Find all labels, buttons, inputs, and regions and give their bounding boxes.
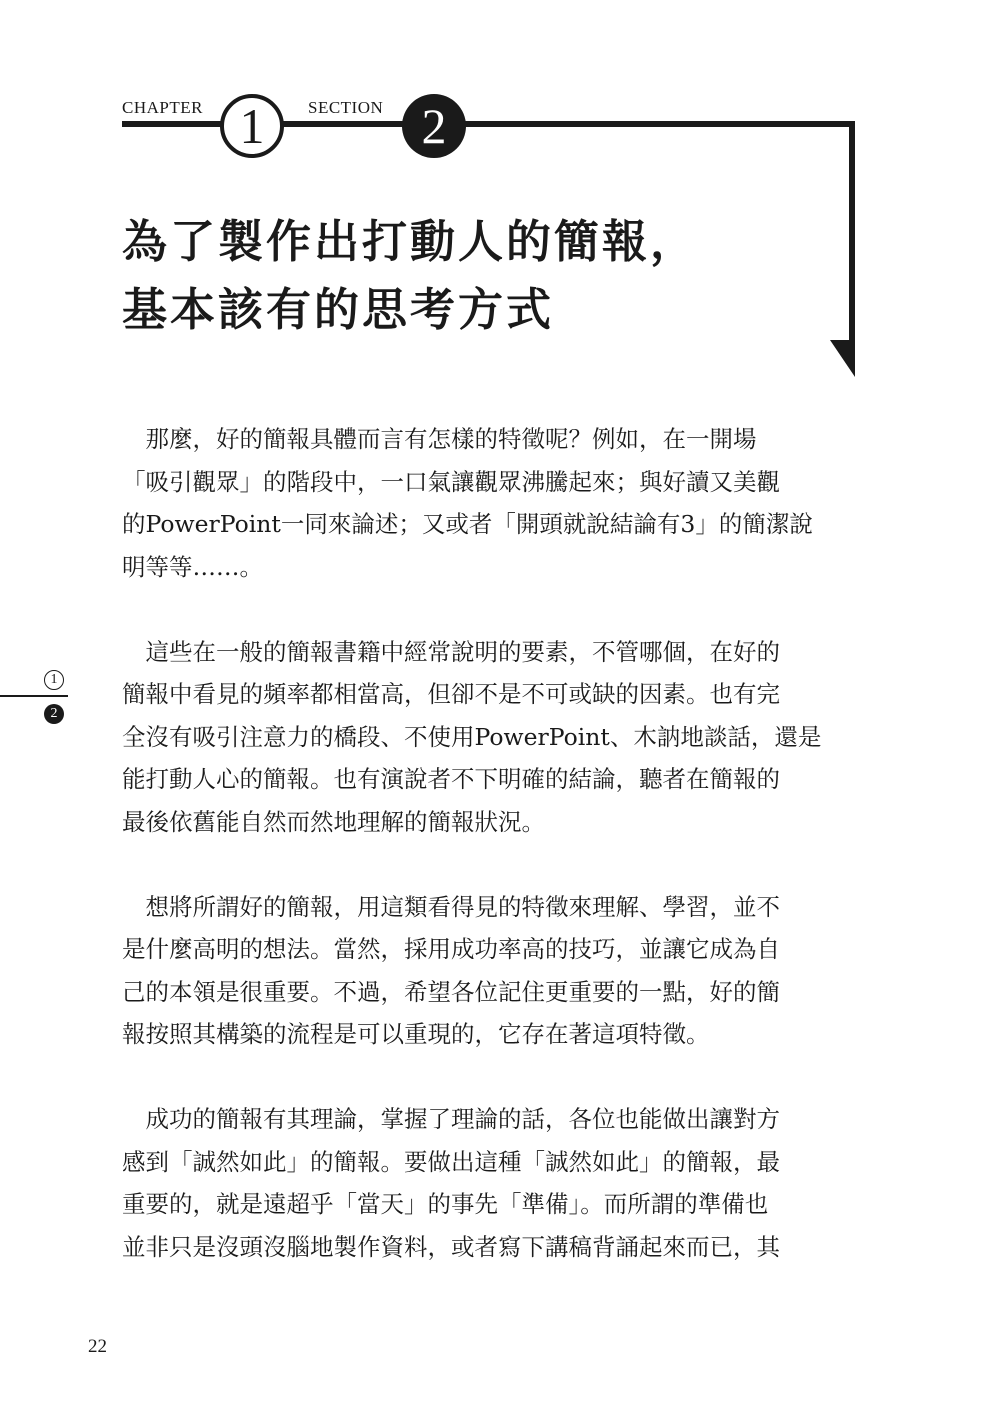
section-number-badge: 2 (402, 94, 466, 158)
header-frame-line (0, 0, 1000, 400)
page-title-line-2: 基本該有的思考方式 (122, 283, 555, 336)
section-label: SECTION (308, 98, 384, 117)
text-line: 成功的簡報有其理論，掌握了理論的話，各位也能做出讓對方 (122, 1105, 780, 1133)
paragraph-3 (122, 886, 862, 1056)
chapter-number-badge: 1 (220, 94, 284, 158)
text-line: 並非只是沒頭沒腦地製作資料，或者寫下講稿背誦起來而已，其 (122, 1232, 780, 1261)
text-line: 感到「誠然如此」的簡報。要做出這種「誠然如此」的簡報，最 (122, 1147, 780, 1176)
paragraph-2 (122, 631, 862, 844)
page-title-line-1: 為了製作出打動人的簡報， (122, 215, 699, 268)
text-line: 簡報中看見的頻率都相當高，但卻不是不可或缺的因素。也有完 (122, 680, 780, 708)
text-line: 是什麼高明的想法。當然，採用成功率高的技巧，並讓它成為自 (122, 935, 780, 963)
page-number: 22 (88, 1336, 107, 1357)
text-line: 己的本領是很重要。不過，希望各位記住更重要的一點，好的簡 (122, 977, 780, 1006)
body-text (122, 418, 862, 1311)
side-chapter-number: 1 (44, 670, 64, 690)
side-divider (0, 695, 68, 697)
paragraph-1 (122, 418, 862, 588)
text-line: 想將所謂好的簡報，用這類看得見的特徵來理解、學習，並不 (122, 892, 780, 921)
chapter-header (0, 0, 1000, 400)
side-section-marker (0, 664, 70, 728)
text-line: 這些在一般的簡報書籍中經常說明的要素，不管哪個，在好的 (122, 637, 780, 666)
text-line: 「吸引觀眾」的階段中，一口氣讓觀眾沸騰起來；與好讀又美觀 (122, 467, 780, 496)
chapter-label: CHAPTER (122, 98, 203, 117)
side-section-number: 2 (44, 704, 64, 724)
paragraph-4 (122, 1098, 862, 1268)
text-line: 的PowerPoint一同來論述；又或者「開頭就說結論有3」的簡潔說 (122, 510, 813, 538)
text-line: 能打動人心的簡報。也有演說者不下明確的結論，聽者在簡報的 (122, 765, 780, 793)
text-line: 最後依舊能自然而然地理解的簡報狀況。 (122, 807, 545, 836)
text-line: 明等等……。 (122, 552, 263, 581)
text-line: 重要的，就是遠超乎「當天」的事先「準備」。而所謂的準備也 (122, 1190, 769, 1218)
text-line: 那麼，好的簡報具體而言有怎樣的特徵呢？例如，在一開場 (122, 425, 757, 453)
text-line: 全沒有吸引注意力的橋段、不使用PowerPoint、木訥地談話，還是 (122, 722, 822, 751)
text-line: 報按照其構築的流程是可以重現的，它存在著這項特徵。 (122, 1020, 710, 1048)
